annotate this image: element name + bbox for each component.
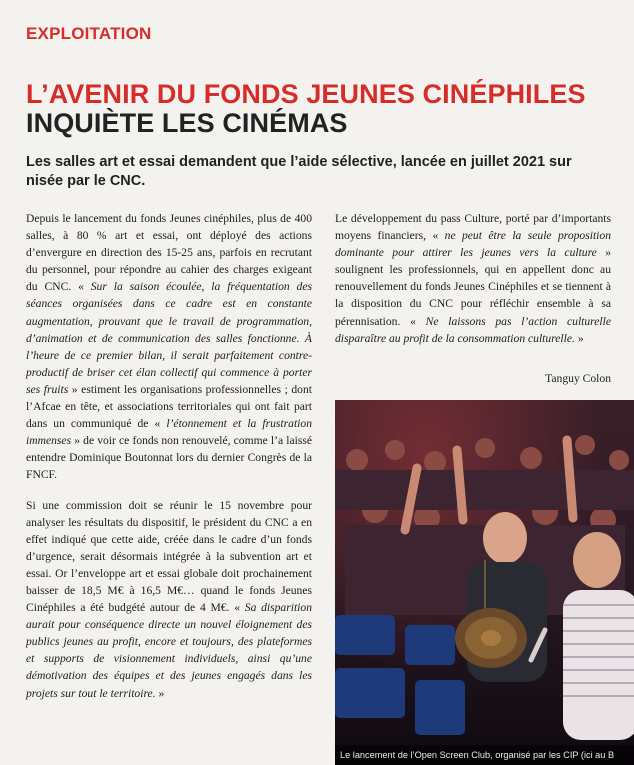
standfirst-line-1: Les salles art et essai demandent que l’aide sélective, lancée en juillet 2021 sur	[26, 154, 572, 170]
text-run: » estiment les organisations professionnelles ; dont l’Afcae en tête, et associations territoriales qui ont fait part dans un communiqué de «	[26, 382, 312, 431]
paragraph-2	[26, 497, 312, 702]
quote-run: Sa disparition aurait pour conséquence directe un nouvel éloignement des publics jeunes au profit, encore et toujours, des plateformes et supports de visionnement individuels, ainsi qu’une démotivation des équipes et des jeunes engagés dans les projets sur tout le territoire.	[26, 601, 312, 700]
photo-caption: Le lancement de l’Open Screen Club, organisé par les CIP (ici au B	[335, 745, 634, 765]
text-run: Si une commission doit se réunir le 15 novembre pour analyser les résultats du dispositif, le président du CNC a en effet indiqué que cette aide, créée dans le cadre d’un fonds d’urgence, serait désormais intégrée à la subvention art et essai. Or l’enveloppe art et essai globale doit prochainement baisser de 18,5 M€ à 16,5 M€… quand le fonds Jeunes Cinéphiles a été budgété autour de 4 M€. «	[26, 498, 312, 615]
quote-run: l’étonnement et la frustration immenses	[26, 417, 312, 448]
text-run: Le développement du pass Culture, porté par d’importants moyens financiers, «	[335, 212, 611, 243]
paragraph-3	[335, 210, 611, 347]
quote-run: ne peut être la seule proposition dominante pour attirer les jeunes vers la culture	[335, 229, 611, 260]
section-rubric: EXPLOITATION	[26, 24, 152, 43]
quote-run: Sur la saison écoulée, la fréquentation des séances organisées dans ce cadre est en constante augmentation, prouvant que le travail de programmation, d’animation et de communication des salles fonctionne. À l’heure de ce premier bilan, il serait parfaitement contre-productif de briser cet élan collectif qui commence à porter ses fruits	[26, 280, 312, 396]
title-line-1: L’AVENIR DU FONDS JEUNES CINÉPHILES	[26, 79, 586, 109]
article-column-1	[26, 210, 312, 715]
text-run: »	[574, 331, 584, 345]
paragraph-1	[26, 210, 312, 484]
photo-illustration	[335, 400, 634, 765]
article-column-2	[335, 210, 611, 360]
text-run: » de voir ce fonds non renouvelé, comme l’a laissé entendre Dominique Boutonnat lors du dernier Congrès de la FNCF.	[26, 434, 312, 482]
title-line-2: INQUIÈTE LES CINÉMAS	[26, 108, 348, 138]
standfirst-line-2: nisée par le CNC.	[26, 173, 146, 189]
standfirst	[26, 153, 634, 191]
quote-run: Ne laissons pas l’action culturelle disparaître au profit de la consommation culturelle.	[335, 314, 611, 345]
text-run: Depuis le lancement du fonds Jeunes cinéphiles, plus de 400 salles, à 80 % art et essai, ont déployé des actions d’envergure en direction des 15-25 ans, parfois en recrutant du personnel, pour répondre au cahier des charges exigeant du CNC. «	[26, 212, 312, 294]
text-run: »	[155, 686, 165, 700]
text-run: » soulignent les professionnels, qui en appellent donc au renouvellement du fonds Jeunes Cinéphiles et se tiennent à la disposition du CNC pour réfléchir ensemble à sa pérennisation. «	[335, 246, 612, 328]
event-photo	[335, 400, 634, 765]
byline: Tanguy Colon	[545, 372, 611, 385]
article-title	[26, 80, 586, 138]
